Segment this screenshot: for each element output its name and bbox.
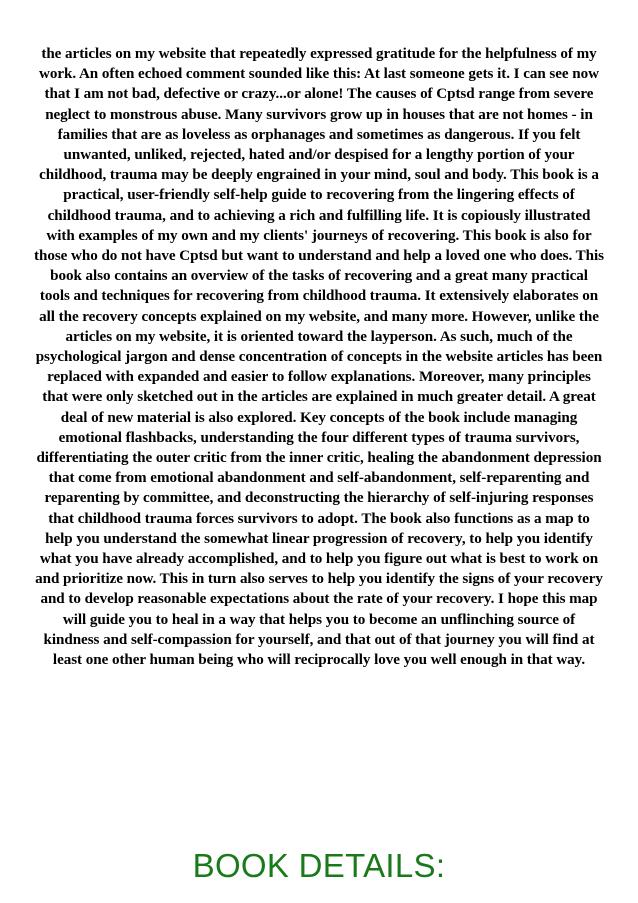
description-paragraph: the articles on my website that repeatedly expressed gratitude for the helpfulness of my work. An often echoed comment sounded like this: At last someone gets it. I can see now that I am not bad, defective or crazy...or alone! The causes of Cptsd range from severe neglect to monstrous abuse. Many survivors grow up in houses that are not homes - in families that are as loveless as orphanages and sometimes as dangerous. If you felt unwanted, unliked, rejected, hated and/or despised for a lengthy portion of your childhood, trauma may be deeply engrained in your mind, soul and body. This book is a practical, user-friendly self-help guide to recovering from the lingering effects of childhood trauma, and to achieving a rich and fulfilling life. It is copiously illustrated with examples of my own and my clients' journeys of recovering. This book is also for those who do not have Cptsd but want to understand and help a loved one who does. This book also contains an overview of the tasks of recovering and a great many practical tools and techniques for recovering from childhood trauma. It extensively elaborates on all the recovery concepts explained on my website, and many more. However, unlike the articles on my website, it is oriented toward the layperson. As such, much of the psychological jargon and dense concentration of concepts in the website articles has been replaced with expanded and easier to follow explanations. Moreover, many principles that were only sketched out in the articles are explained in much greater detail. A great deal of new material is also explored. Key concepts of the book include managing emotional flashbacks, understanding the four different types of trauma survivors, differentiating the outer critic from the inner critic, healing the abandonment depression that come from emotional abandonment and self-abandonment, self-reparenting and reparenting by committee, and deconstructing the hierarchy of self-injuring responses that childhood trauma forces survivors to adopt. The book also functions as a map to help you understand the somewhat linear progression of recovery, to help you identify what you have already accomplished, and to help you figure out what is best to work on and prioritize now. This in turn also serves to help you identify the signs of your recovery and to develop reasonable expectations about the rate of your recovery. I hope this map will guide you to heal in a way that helps you to become an unflinching source of kindness and self-compassion for yourself, and that out of that journey you will find at least one other human being who will reciprocally love you well enough in that way.: [34, 46, 604, 669]
book-details-heading: BOOK DETAILS:: [192, 847, 446, 884]
